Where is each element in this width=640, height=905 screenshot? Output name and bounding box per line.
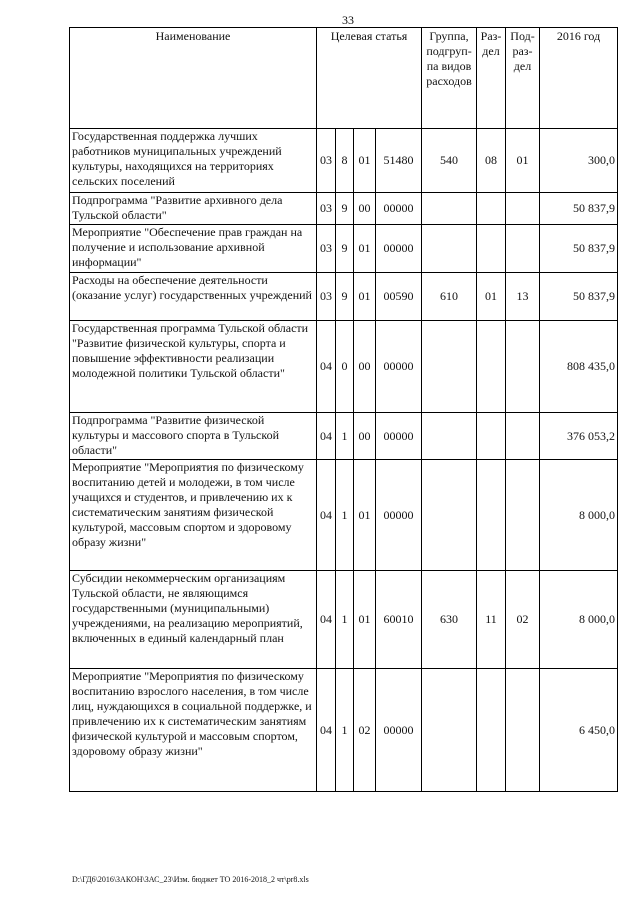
table-row — [70, 460, 618, 571]
target-code-part-3: 01 — [354, 571, 376, 669]
header-subsection: Под-раз-дел — [506, 28, 540, 129]
subsection-code — [506, 225, 540, 273]
subsection-code — [506, 413, 540, 460]
expense-group — [422, 193, 477, 225]
expense-group: 630 — [422, 571, 477, 669]
target-code-part-2: 9 — [336, 273, 354, 321]
target-code-part-4: 00000 — [376, 413, 422, 460]
amount-2016: 50 837,9 — [540, 193, 618, 225]
budget-table — [69, 27, 618, 792]
row-name: Расходы на обеспечение деятельности (оказание услуг) государственных учреждений — [70, 273, 317, 321]
row-name: Субсидии некоммерческим организациям Тульской области, не являющимся государственными (муниципальными) учреждениями, на реализацию мероприятий, включенных в единый календарный план — [70, 571, 317, 669]
target-code-part-2: 0 — [336, 321, 354, 413]
row-name: Государственная поддержка лучших работников муниципальных учреждений культуры, находящихся на территориях сельских поселений — [70, 129, 317, 193]
target-code-part-3: 02 — [354, 669, 376, 792]
target-code-part-3: 00 — [354, 413, 376, 460]
subsection-code — [506, 321, 540, 413]
section-code: 11 — [477, 571, 506, 669]
expense-group — [422, 413, 477, 460]
table-row — [70, 273, 618, 321]
subsection-code — [506, 460, 540, 571]
header-section: Раз-дел — [477, 28, 506, 129]
target-code-part-4: 60010 — [376, 571, 422, 669]
target-code-part-1: 03 — [317, 273, 336, 321]
target-code-part-4: 00000 — [376, 460, 422, 571]
target-code-part-4: 00000 — [376, 321, 422, 413]
expense-group: 540 — [422, 129, 477, 193]
expense-group — [422, 225, 477, 273]
target-code-part-1: 03 — [317, 193, 336, 225]
row-name: Мероприятие "Обеспечение прав граждан на получение и использование архивной информации" — [70, 225, 317, 273]
table-row — [70, 413, 618, 460]
target-code-part-3: 00 — [354, 321, 376, 413]
amount-2016: 300,0 — [540, 129, 618, 193]
amount-2016: 50 837,9 — [540, 225, 618, 273]
amount-2016: 6 450,0 — [540, 669, 618, 792]
subsection-code — [506, 193, 540, 225]
target-code-part-4: 00000 — [376, 193, 422, 225]
row-name: Подпрограмма "Развитие физической культуры и массового спорта в Тульской области" — [70, 413, 317, 460]
amount-2016: 50 837,9 — [540, 273, 618, 321]
section-code — [477, 413, 506, 460]
target-code-part-1: 04 — [317, 669, 336, 792]
target-code-part-3: 01 — [354, 273, 376, 321]
expense-group — [422, 669, 477, 792]
section-code: 01 — [477, 273, 506, 321]
table-row — [70, 129, 618, 193]
target-code-part-4: 00000 — [376, 225, 422, 273]
target-code-part-3: 00 — [354, 193, 376, 225]
section-code — [477, 321, 506, 413]
expense-group — [422, 321, 477, 413]
expense-group: 610 — [422, 273, 477, 321]
row-name: Мероприятие "Мероприятия по физическому воспитанию детей и молодежи, в том числе учащихся и студентов, и привлечению их к систематическим занятиям физической культурой, массовым спортом и здоровому образу жизни" — [70, 460, 317, 571]
section-code — [477, 460, 506, 571]
row-name: Подпрограмма "Развитие архивного дела Тульской области" — [70, 193, 317, 225]
target-code-part-2: 9 — [336, 225, 354, 273]
target-code-part-2: 1 — [336, 669, 354, 792]
table-row — [70, 571, 618, 669]
target-code-part-2: 1 — [336, 460, 354, 571]
file-path-footer: D:\ГД6\2016\ЗАКОН\ЗАС_23\Изм. бюджет ТО 2016-2018_2 чт\pr8.xls — [72, 875, 309, 884]
expense-group — [422, 460, 477, 571]
target-code-part-2: 9 — [336, 193, 354, 225]
target-code-part-3: 01 — [354, 225, 376, 273]
page-number: 33 — [342, 13, 354, 27]
target-code-part-2: 8 — [336, 129, 354, 193]
header-target: Целевая статья — [317, 28, 422, 129]
section-code — [477, 193, 506, 225]
target-code-part-4: 00000 — [376, 669, 422, 792]
target-code-part-1: 03 — [317, 225, 336, 273]
amount-2016: 808 435,0 — [540, 321, 618, 413]
subsection-code: 13 — [506, 273, 540, 321]
header-group: Группа, подгруп-па видов расходов — [422, 28, 477, 129]
target-code-part-1: 04 — [317, 460, 336, 571]
section-code — [477, 225, 506, 273]
target-code-part-1: 04 — [317, 321, 336, 413]
header-year: 2016 год — [540, 28, 618, 129]
table-row — [70, 321, 618, 413]
target-code-part-3: 01 — [354, 460, 376, 571]
row-name: Государственная программа Тульской области "Развитие физической культуры, спорта и повышение эффективности реализации молодежной политики Тульской области" — [70, 321, 317, 413]
target-code-part-1: 04 — [317, 413, 336, 460]
target-code-part-4: 51480 — [376, 129, 422, 193]
target-code-part-1: 03 — [317, 129, 336, 193]
subsection-code: 01 — [506, 129, 540, 193]
target-code-part-4: 00590 — [376, 273, 422, 321]
amount-2016: 8 000,0 — [540, 571, 618, 669]
subsection-code: 02 — [506, 571, 540, 669]
target-code-part-1: 04 — [317, 571, 336, 669]
header-row — [70, 28, 618, 129]
table-row — [70, 225, 618, 273]
row-name: Мероприятие "Мероприятия по физическому воспитанию взрослого населения, в том числе лиц, нуждающихся в социальной поддержке, и привлечению их к систематическим занятиям физической культурой и массовым спортом, здоровому образу жизни" — [70, 669, 317, 792]
table-row — [70, 193, 618, 225]
section-code — [477, 669, 506, 792]
target-code-part-2: 1 — [336, 571, 354, 669]
target-code-part-3: 01 — [354, 129, 376, 193]
section-code: 08 — [477, 129, 506, 193]
table-row — [70, 669, 618, 792]
header-name: Наименование — [70, 28, 317, 129]
subsection-code — [506, 669, 540, 792]
amount-2016: 376 053,2 — [540, 413, 618, 460]
target-code-part-2: 1 — [336, 413, 354, 460]
amount-2016: 8 000,0 — [540, 460, 618, 571]
